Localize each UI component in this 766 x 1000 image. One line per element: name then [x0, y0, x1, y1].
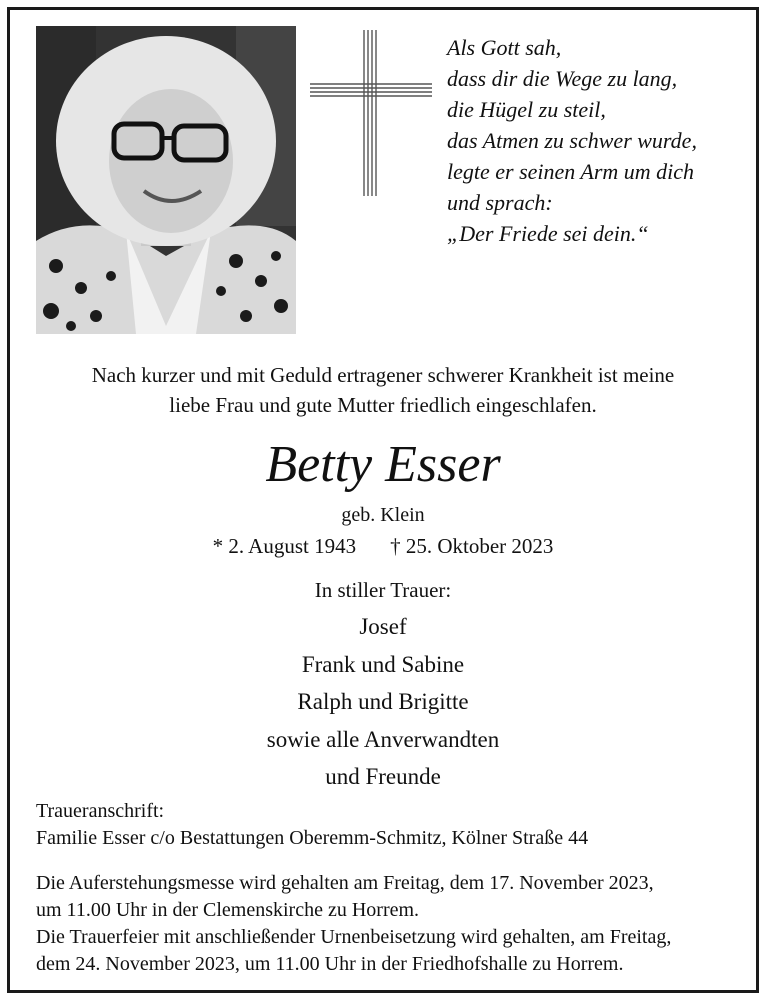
mourners-list	[10, 608, 756, 796]
mourner: und Freunde	[325, 764, 441, 789]
service-details	[36, 870, 748, 978]
address-label: Traueranschrift:	[36, 800, 165, 822]
mourner: Frank und Sabine	[301, 651, 465, 677]
poem-line: Als Gott sah,	[447, 35, 562, 60]
intro-text	[10, 360, 756, 420]
address-line: Familie Esser c/o Bestattungen Oberemm-Schmitz, Kölner Straße 44	[36, 827, 589, 849]
mourning-heading: In stiller Trauer:	[314, 578, 452, 602]
event-line: um 11.00 Uhr in der Clemenskirche zu Horrem.	[36, 899, 420, 921]
event-line: Die Trauerfeier mit anschließender Urnenbeisetzung wird gehalten, am Freitag,	[36, 926, 672, 948]
portrait-photo	[36, 26, 296, 334]
poem-line: „Der Friede sei dein.“	[447, 221, 649, 246]
death-date: † 25. Oktober 2023	[390, 534, 554, 558]
poem-line: und sprach:	[447, 190, 553, 215]
cross-icon	[308, 28, 434, 198]
intro-line: Nach kurzer und mit Geduld ertragener schwerer Krankheit ist meine	[91, 363, 675, 387]
obituary-notice	[7, 7, 759, 993]
portrait-illustration	[36, 26, 296, 334]
birth-name: geb. Klein	[341, 504, 425, 526]
poem-line: das Atmen zu schwer wurde,	[447, 128, 697, 153]
birth-date: * 2. August 1943	[212, 534, 357, 558]
event-line: dem 24. November 2023, um 11.00 Uhr in der Friedhofshalle zu Horrem.	[36, 953, 624, 975]
mourner: sowie alle Anverwandten	[266, 726, 500, 752]
event-line: Die Auferstehungsmesse wird gehalten am Freitag, dem 17. November 2023,	[36, 872, 654, 894]
intro-line: liebe Frau und gute Mutter friedlich eingeschlafen.	[169, 393, 597, 417]
poem	[447, 32, 747, 249]
deceased-name: Betty Esser	[265, 436, 501, 493]
poem-line: die Hügel zu steil,	[447, 97, 606, 122]
life-dates	[10, 532, 756, 560]
mourner: Ralph und Brigitte	[297, 689, 469, 714]
mourning-address	[36, 798, 588, 852]
mourner: Josef	[359, 614, 407, 639]
poem-line: legte er seinen Arm um dich	[447, 159, 695, 184]
poem-line: dass dir die Wege zu lang,	[447, 66, 678, 91]
